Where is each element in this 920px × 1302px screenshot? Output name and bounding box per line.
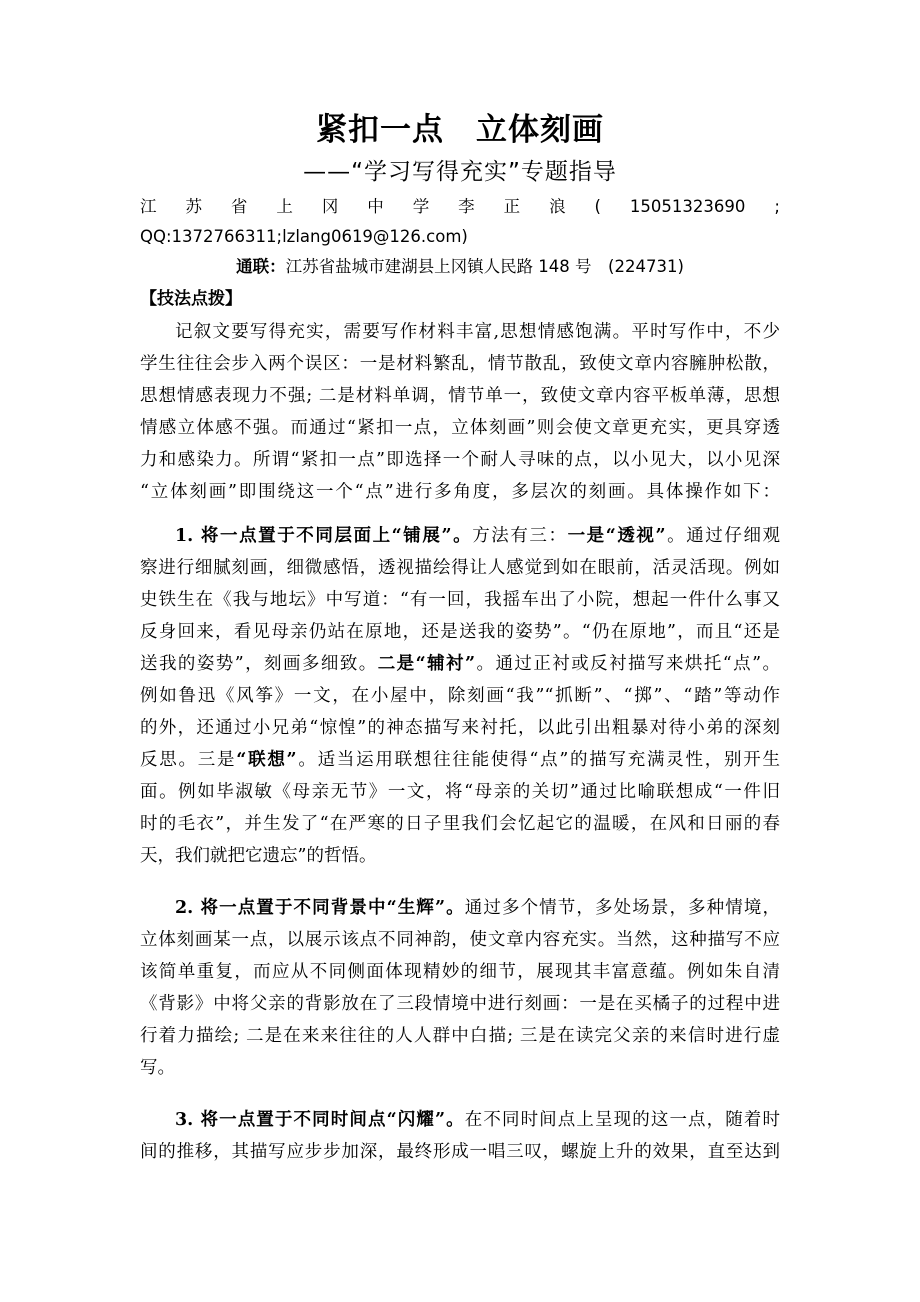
author-char: 浪 bbox=[549, 197, 566, 216]
contact-label: 通联： bbox=[236, 257, 286, 276]
point1-text: 反思。三是 bbox=[140, 750, 237, 770]
author-contact-line: QQ:1372766311;lzlang0619@126.com) bbox=[140, 227, 468, 246]
intro-line: 情感立体感不强。而通过“紧扣一点，立体刻画”则会使文章更充实，更具穿透 bbox=[140, 418, 780, 438]
author-phone: 15051323690 bbox=[629, 197, 746, 216]
point2-line bbox=[175, 892, 780, 924]
point1-text: 送我的姿势”，刻画多细致。 bbox=[140, 654, 378, 674]
author-char: 苏 bbox=[185, 197, 202, 216]
point2-line: 行着力描绘; 二是在来来往往的人人群中白描; 三是在读完父亲的来信时进行虚 bbox=[140, 1026, 780, 1046]
point1-line: 反身回来，看见母亲仍站在原地，还是送我的姿势”。“仍在原地”，而且“还是 bbox=[140, 622, 780, 642]
document-subtitle: ——“学习写得充实”专题指导 bbox=[303, 159, 617, 185]
author-char: 省 bbox=[230, 197, 248, 216]
point1-sub-heading: 二是“辅衬” bbox=[377, 654, 476, 674]
point1-line: 时的毛衣”，并生发了“在严寒的日子里我们会忆起它的温暖，在风和日丽的春 bbox=[140, 814, 780, 834]
section-heading: 【技法点拨】 bbox=[140, 289, 242, 309]
document-title: 紧扣一点 立体刻画 bbox=[316, 112, 604, 148]
author-char: 上 bbox=[276, 197, 293, 216]
point1-heading: 1. 将一点置于不同层面上“铺展”。 bbox=[175, 526, 473, 546]
author-char: 李 bbox=[458, 197, 475, 216]
author-char: ( bbox=[594, 197, 601, 216]
point1-sub-heading: “联想” bbox=[236, 750, 297, 770]
contact-address: 江苏省盐城市建湖县上冈镇人民路 148 号 (224731) bbox=[285, 257, 684, 276]
point1-sub-heading: 一是“透视” bbox=[567, 526, 666, 546]
author-char: 冈 bbox=[321, 197, 339, 216]
point3-line: 间的推移，其描写应步步加深，最终形成一唱三叹，螺旋上升的效果，直至达到 bbox=[140, 1142, 780, 1162]
point2-line: 写。 bbox=[140, 1058, 175, 1078]
contact-line bbox=[0, 254, 920, 280]
intro-line: 思想情感表现力不强; 二是材料单调，情节单一，致使文章内容平板单薄，思想 bbox=[140, 386, 780, 406]
author-char: 正 bbox=[503, 197, 521, 216]
point1-line: 的外，还通过小兄弟“惊惶”的神态描写来衬托，以此引出粗暴对待小弟的深刻 bbox=[140, 718, 780, 738]
point3-heading: 3. 将一点置于不同时间点“闪耀”。 bbox=[175, 1110, 465, 1130]
point2-line: 《背影》中将父亲的背影放在了三段情境中进行刻画：一是在买橘子的过程中进 bbox=[140, 994, 780, 1014]
intro-line: 记叙文要写得充实，需要写作材料丰富,思想情感饱满。平时写作中，不少 bbox=[175, 322, 780, 342]
author-char: 江 bbox=[140, 197, 157, 216]
author-char: 学 bbox=[412, 197, 430, 216]
intro-line: “立体刻画”即围绕这一个“点”进行多角度，多层次的刻画。具体操作如下： bbox=[140, 482, 780, 502]
point1-text: 。通过仔细观 bbox=[665, 526, 780, 546]
author-char: 中 bbox=[367, 197, 384, 216]
point2-heading: 2. 将一点置于不同背景中“生辉”。 bbox=[175, 898, 465, 918]
author-char: ; bbox=[774, 197, 780, 216]
point2-line: 立体刻画某一点，以展示该点不同神韵，使文章内容充实。当然，这种描写不应 bbox=[140, 930, 780, 950]
author-line bbox=[140, 194, 780, 220]
point1-line bbox=[140, 648, 780, 680]
point1-line bbox=[175, 520, 780, 552]
point1-line: 面。例如毕淑敏《母亲无节》一文，将“母亲的关切”通过比喻联想成“一件旧 bbox=[140, 782, 780, 802]
point1-text: 。适当运用联想往往能使得“点”的描写充满灵性，别开生 bbox=[296, 750, 780, 770]
intro-line: 力和感染力。所谓“紧扣一点”即选择一个耐人寻味的点，以小见大，以小见深 bbox=[140, 450, 780, 470]
intro-line: 学生往往会步入两个误区：一是材料繁乱，情节散乱，致使文章内容臃肿松散， bbox=[140, 354, 780, 374]
point1-line: 天，我们就把它遗忘”的哲悟。 bbox=[140, 846, 377, 866]
point3-line bbox=[175, 1104, 780, 1136]
point1-line: 察进行细腻刻画，细微感悟，透视描绘得让人感觉到如在眼前，活灵活现。例如 bbox=[140, 558, 780, 578]
point1-line bbox=[140, 744, 780, 776]
point1-text: 方法有三： bbox=[472, 526, 568, 546]
point1-line: 例如鲁迅《风筝》一文，在小屋中，除刻画“我”“抓断”、“掷”、“踏”等动作 bbox=[140, 686, 780, 706]
point1-line: 史铁生在《我与地坛》中写道：“有一回，我摇车出了小院，想起一件什么事又 bbox=[140, 590, 780, 610]
point1-text: 。通过正衬或反衬描写来烘托“点”。 bbox=[475, 654, 780, 674]
point2-line: 该简单重复，而应从不同侧面体现精妙的细节，展现其丰富意蕴。例如朱自清 bbox=[140, 962, 780, 982]
point2-text: 通过多个情节，多处场景，多种情境， bbox=[464, 898, 780, 918]
point3-text: 在不同时间点上呈现的这一点，随着时 bbox=[464, 1110, 780, 1130]
